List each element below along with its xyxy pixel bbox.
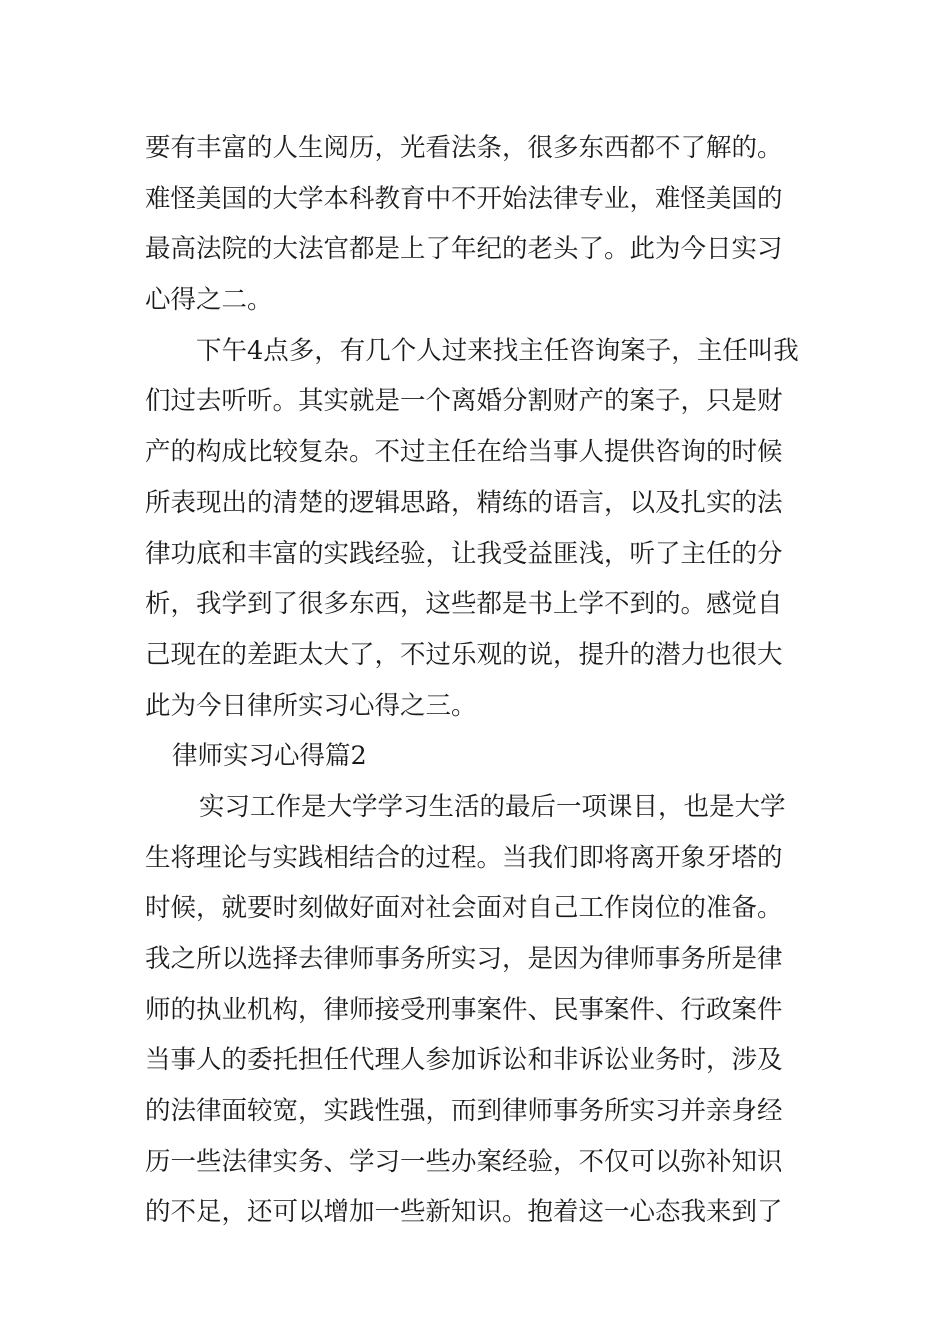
document-body — [145, 123, 815, 1238]
text-line: 当事人的委托担任代理人参加诉讼和非诉讼业务时，涉及 — [145, 1045, 783, 1076]
text-line: 的法律面较宽，实践性强，而到律师事务所实习并亲身经 — [145, 1096, 783, 1127]
paragraph-start-line: 实习工作是大学学习生活的最后一项课目，也是大学 — [199, 791, 786, 822]
text-line: 己现在的差距太大了，不过乐观的说，提升的潜力也很大 — [145, 639, 783, 670]
text-line: 心得之二。 — [145, 285, 273, 316]
text-line: 此为今日律所实习心得之三。 — [145, 690, 477, 721]
text-line: 历一些法律实务、学习一些办案经验，不仅可以弥补知识 — [145, 1146, 783, 1177]
text-line: 律功底和丰富的实践经验，让我受益匪浅，听了主任的分 — [145, 538, 783, 569]
text-line: 产的构成比较复杂。不过主任在给当事人提供咨询的时候 — [145, 437, 783, 468]
text-line: 析，我学到了很多东西，这些都是书上学不到的。感觉自 — [145, 589, 783, 620]
section-heading: 律师实习心得篇2 — [172, 741, 367, 772]
text-line: 生将理论与实践相结合的过程。当我们即将离开象牙塔的 — [145, 842, 783, 873]
text-line: 们过去听听。其实就是一个离婚分割财产的案子，只是财 — [145, 386, 783, 417]
text-line: 师的执业机构，律师接受刑事案件、民事案件、行政案件 — [145, 994, 783, 1025]
text-line: 我之所以选择去律师事务所实习，是因为律师事务所是律 — [145, 944, 783, 974]
text-line: 难怪美国的大学本科教育中不开始法律专业，难怪美国的 — [145, 183, 783, 214]
paragraph-start-line: 下午4点多，有几个人过来找主任咨询案子，主任叫我 — [196, 335, 799, 366]
text-line: 所表现出的清楚的逻辑思路，精练的语言，以及扎实的法 — [145, 487, 783, 518]
text-line: 时候，就要时刻做好面对社会面对自己工作岗位的准备。 — [145, 893, 783, 924]
text-line: 最高法院的大法官都是上了年纪的老头了。此为今日实习 — [145, 234, 783, 265]
text-line: 要有丰富的人生阅历，光看法条，很多东西都不了解的。 — [145, 133, 783, 163]
text-line: 的不足，还可以增加一些新知识。抱着这一心态我来到了 — [145, 1197, 783, 1228]
